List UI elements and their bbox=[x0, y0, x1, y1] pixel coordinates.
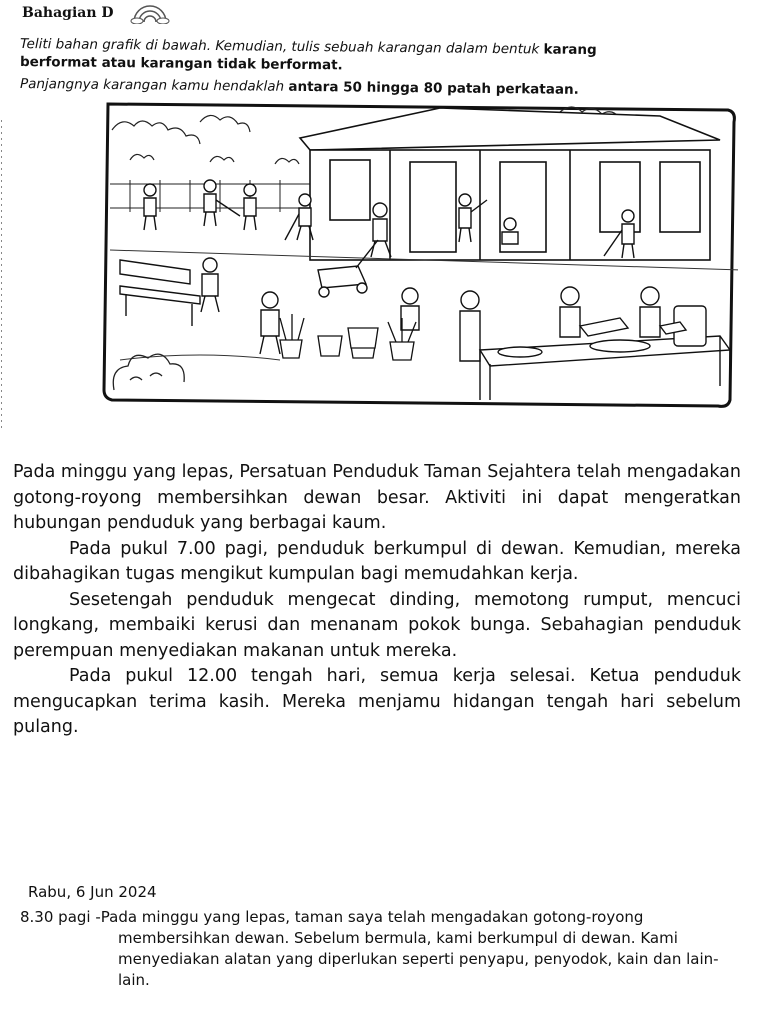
community-gotong-royong-illustration bbox=[100, 100, 738, 410]
diary-entry bbox=[20, 907, 738, 991]
instruction-line-2: berformat atau karangan tidak berformat. bbox=[19, 54, 343, 74]
diary-text-continuation: membersihkan dewan. Sebelum bermula, kami berkumpul di dewan. Kami menyediakan alatan yang diperlukan seperti penyapu, penyodok, kain dan lain-lain. bbox=[118, 929, 719, 989]
margin-dots bbox=[0, 120, 3, 430]
rainbow-icon bbox=[130, 2, 170, 24]
instruction-line-1: Teliti bahan grafik di bawah. Kemudian, tulis sebuah karangan dalam bentuk karang bbox=[19, 36, 597, 59]
instruction-line-3: Panjangnya karangan kamu hendaklah antara 50 hingga 80 patah perkataan. bbox=[19, 76, 579, 98]
essay-paragraph-4: Pada pukul 12.00 tengah hari, semua kerja selesai. Ketua penduduk mengucapkan terima kasih. Mereka menjamu hidangan tengah hari sebelum pulang. bbox=[13, 666, 741, 737]
section-label: Bahagian D bbox=[22, 5, 114, 21]
essay-paragraph-3: Sesetengah penduduk mengecat dinding, memotong rumput, mencuci longkang, membaiki kerusi dan menanam pokok bunga. Sebahagian penduduk perempuan menyediakan makanan untuk mereka. bbox=[13, 589, 741, 661]
diary-text-first-line: Pada minggu yang lepas, taman saya telah mengadakan gotong-royong bbox=[100, 908, 644, 926]
diary-date: Rabu, 6 Jun 2024 bbox=[28, 883, 157, 901]
diary-time: 8.30 pagi - bbox=[20, 908, 101, 926]
essay-paragraph-1: Pada minggu yang lepas, Persatuan Penduduk Taman Sejahtera telah mengadakan gotong-royong membersihkan dewan besar. Aktiviti ini dapat mengeratkan hubungan penduduk yang berbagai kaum. bbox=[13, 462, 741, 533]
essay-paragraph-2: Pada pukul 7.00 pagi, penduduk berkumpul di dewan. Kemudian, mereka dibahagikan tugas mengikut kumpulan bagi memudahkan kerja. bbox=[13, 538, 741, 584]
essay-text bbox=[13, 460, 741, 741]
